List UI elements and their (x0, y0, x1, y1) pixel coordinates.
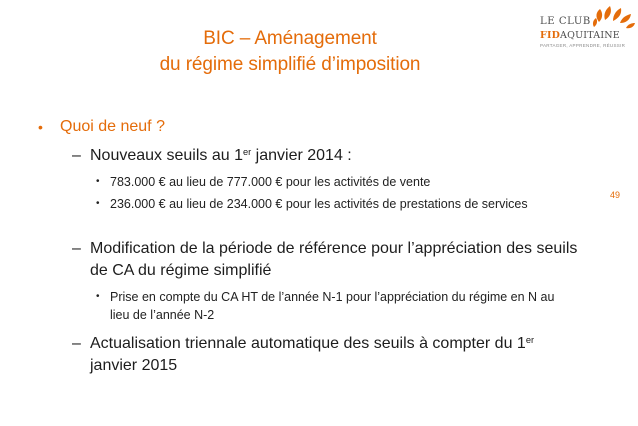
bullet-marker-icon: • (38, 119, 43, 135)
section-triennial-update (72, 333, 580, 377)
section-text-part: janvier 2014 : (251, 147, 352, 164)
section-text (90, 145, 580, 167)
section-text (90, 333, 580, 377)
subitem-marker-icon: • (96, 291, 100, 302)
slide-title-line-1: BIC – Aménagement (203, 28, 377, 49)
section-marker-icon: – (72, 240, 81, 257)
subitem-text: 783.000 € au lieu de 777.000 € pour les activités de vente (110, 175, 431, 189)
main-bullet-text: Quoi de neuf ? (60, 118, 165, 135)
logo-tagline: PARTAGER, APPRENDRE, RÉUSSIR (540, 43, 626, 48)
subitem-text: Prise en compte du CA HT de l’année N-1 pour l’appréciation du régime en N au lieu de l’année N-2 (110, 290, 555, 322)
section-marker-icon: – (72, 147, 81, 164)
main-bullet (38, 117, 165, 137)
superscript: er (242, 147, 252, 158)
subitem-reference-year (96, 288, 572, 324)
page-number: 49 (610, 190, 621, 200)
subitem-sales-threshold (96, 173, 572, 191)
section-threshold-2014 (72, 145, 580, 167)
section-reference-period (72, 238, 580, 282)
section-text-part: janvier 2015 (90, 357, 178, 374)
logo-line-2-rest: AQUITAINE (560, 30, 620, 41)
slide-title-line-2: du régime simplifié d’imposition (159, 54, 421, 75)
section-text: Modification de la période de référence pour l’appréciation des seuils de CA du régime simplifié (90, 240, 578, 279)
superscript: er (525, 335, 535, 346)
logo-line-1: LE CLUB (540, 16, 591, 27)
subitem-services-threshold (96, 195, 572, 213)
subitem-text: 236.000 € au lieu de 234.000 € pour les activités de prestations de services (110, 197, 528, 211)
section-marker-icon: – (72, 335, 81, 352)
logo-line-2-accent: FID (540, 30, 561, 41)
subitem-marker-icon: • (96, 198, 100, 209)
subitem-marker-icon: • (96, 176, 100, 187)
section-text-part: Nouveaux seuils au 1 (90, 147, 243, 164)
section-text-part: Actualisation triennale automatique des seuils à compter du 1 (90, 335, 526, 352)
